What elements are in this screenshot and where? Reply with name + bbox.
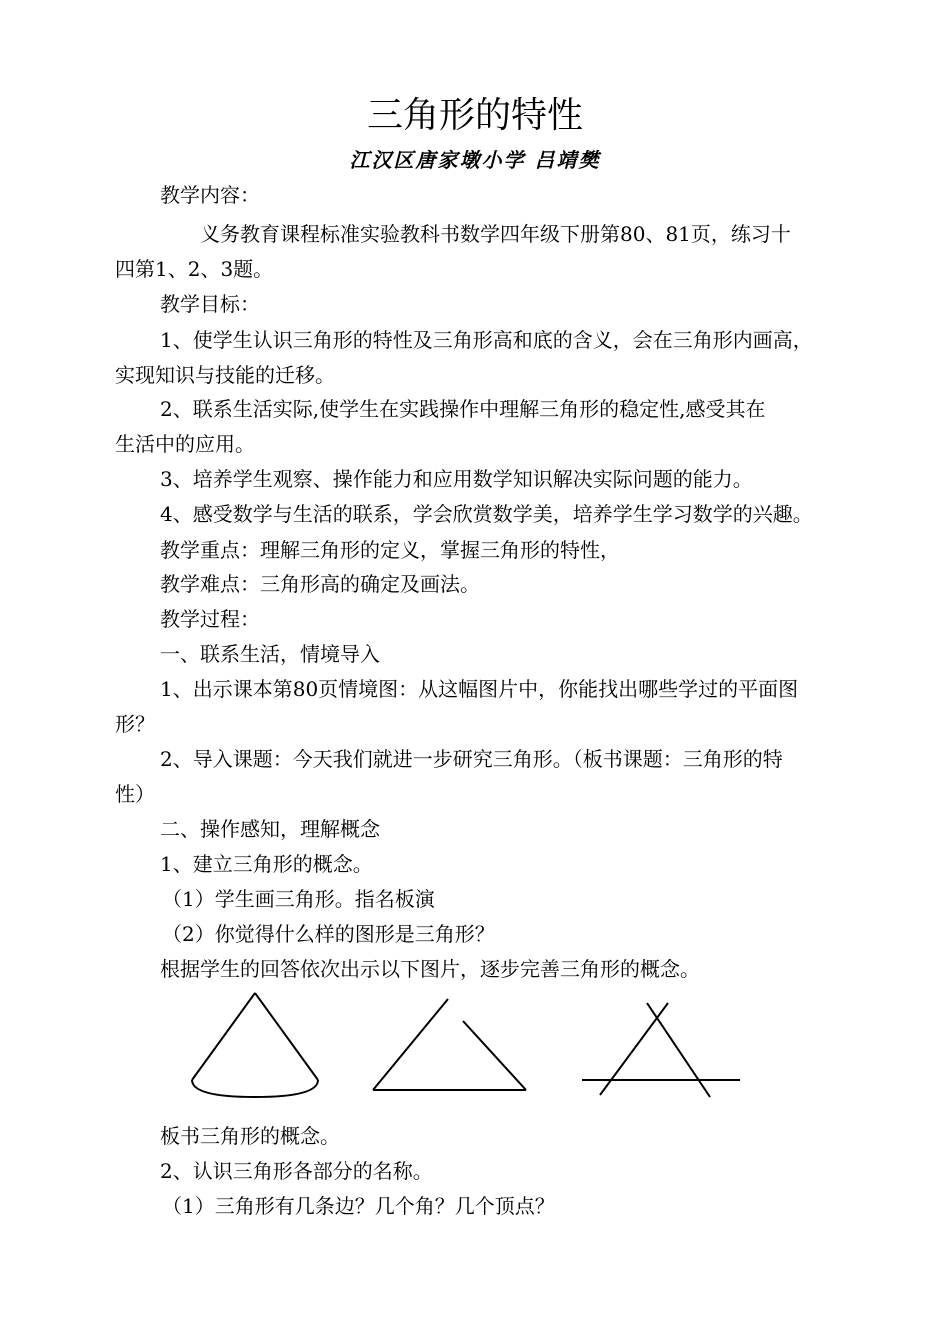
paragraph-line: （1）学生画三角形。指名板演	[162, 887, 435, 911]
paragraph-line: 4、感受数学与生活的联系，学会欣赏数学美，培养学生学习数学的兴趣。	[160, 502, 813, 526]
section-heading: 二、操作感知，理解概念	[160, 817, 380, 841]
paragraph-line: 1、建立三角形的概念。	[160, 852, 373, 876]
paragraph-line: （2）你觉得什么样的图形是三角形？	[162, 922, 495, 946]
paragraph-line: （1）三角形有几条边？几个角？几个顶点？	[162, 1194, 555, 1218]
paragraph-line: 教学重点：理解三角形的定义，掌握三角形的特性，	[160, 538, 620, 562]
paragraph-line: 生活中的应用。	[115, 432, 255, 456]
paragraph-line: 3、培养学生观察、操作能力和应用数学知识解决实际问题的能力。	[160, 467, 753, 491]
paragraph-line: 性）	[115, 782, 155, 806]
paragraph-line: 2、联系生活实际,使学生在实践操作中理解三角形的稳定性,感受其在	[160, 397, 766, 421]
section-heading: 教学目标：	[160, 292, 260, 316]
shape-figures	[180, 985, 760, 1100]
paragraph-line: 1、使学生认识三角形的特性及三角形高和底的含义，会在三角形内画高，	[160, 328, 813, 352]
page-title: 三角形的特性	[366, 95, 583, 136]
paragraph-line: 1、出示课本第80页情境图：从这幅图片中，你能找出哪些学过的平面图	[160, 677, 799, 701]
paragraph-line: 2、导入课题：今天我们就进一步研究三角形。（板书课题：三角形的特	[160, 747, 783, 771]
section-heading: 教学内容：	[160, 183, 260, 207]
paragraph-line: 2、认识三角形各部分的名称。	[160, 1159, 433, 1183]
author-line: 江汉区唐家墩小学 吕靖樊	[349, 148, 601, 172]
paragraph-line: 根据学生的回答依次出示以下图片，逐步完善三角形的概念。	[160, 957, 700, 981]
paragraph-line: 教学难点：三角形高的确定及画法。	[160, 572, 480, 596]
paragraph-line: 形？	[115, 712, 155, 736]
paragraph-line: 义务教育课程标准实验教科书数学四年级下册第80、81页，练习十	[200, 222, 791, 246]
open-triangle-figure	[373, 999, 526, 1090]
section-heading: 一、联系生活，情境导入	[160, 642, 380, 666]
paragraph-line: 板书三角形的概念。	[160, 1124, 340, 1148]
crossing-lines-figure	[582, 1003, 740, 1097]
section-heading: 教学过程：	[160, 607, 260, 631]
paragraph-line: 四第1、2、3题。	[115, 257, 274, 281]
paragraph-line: 实现知识与技能的迁移。	[115, 363, 335, 387]
cone-shape-figure	[192, 993, 318, 1097]
